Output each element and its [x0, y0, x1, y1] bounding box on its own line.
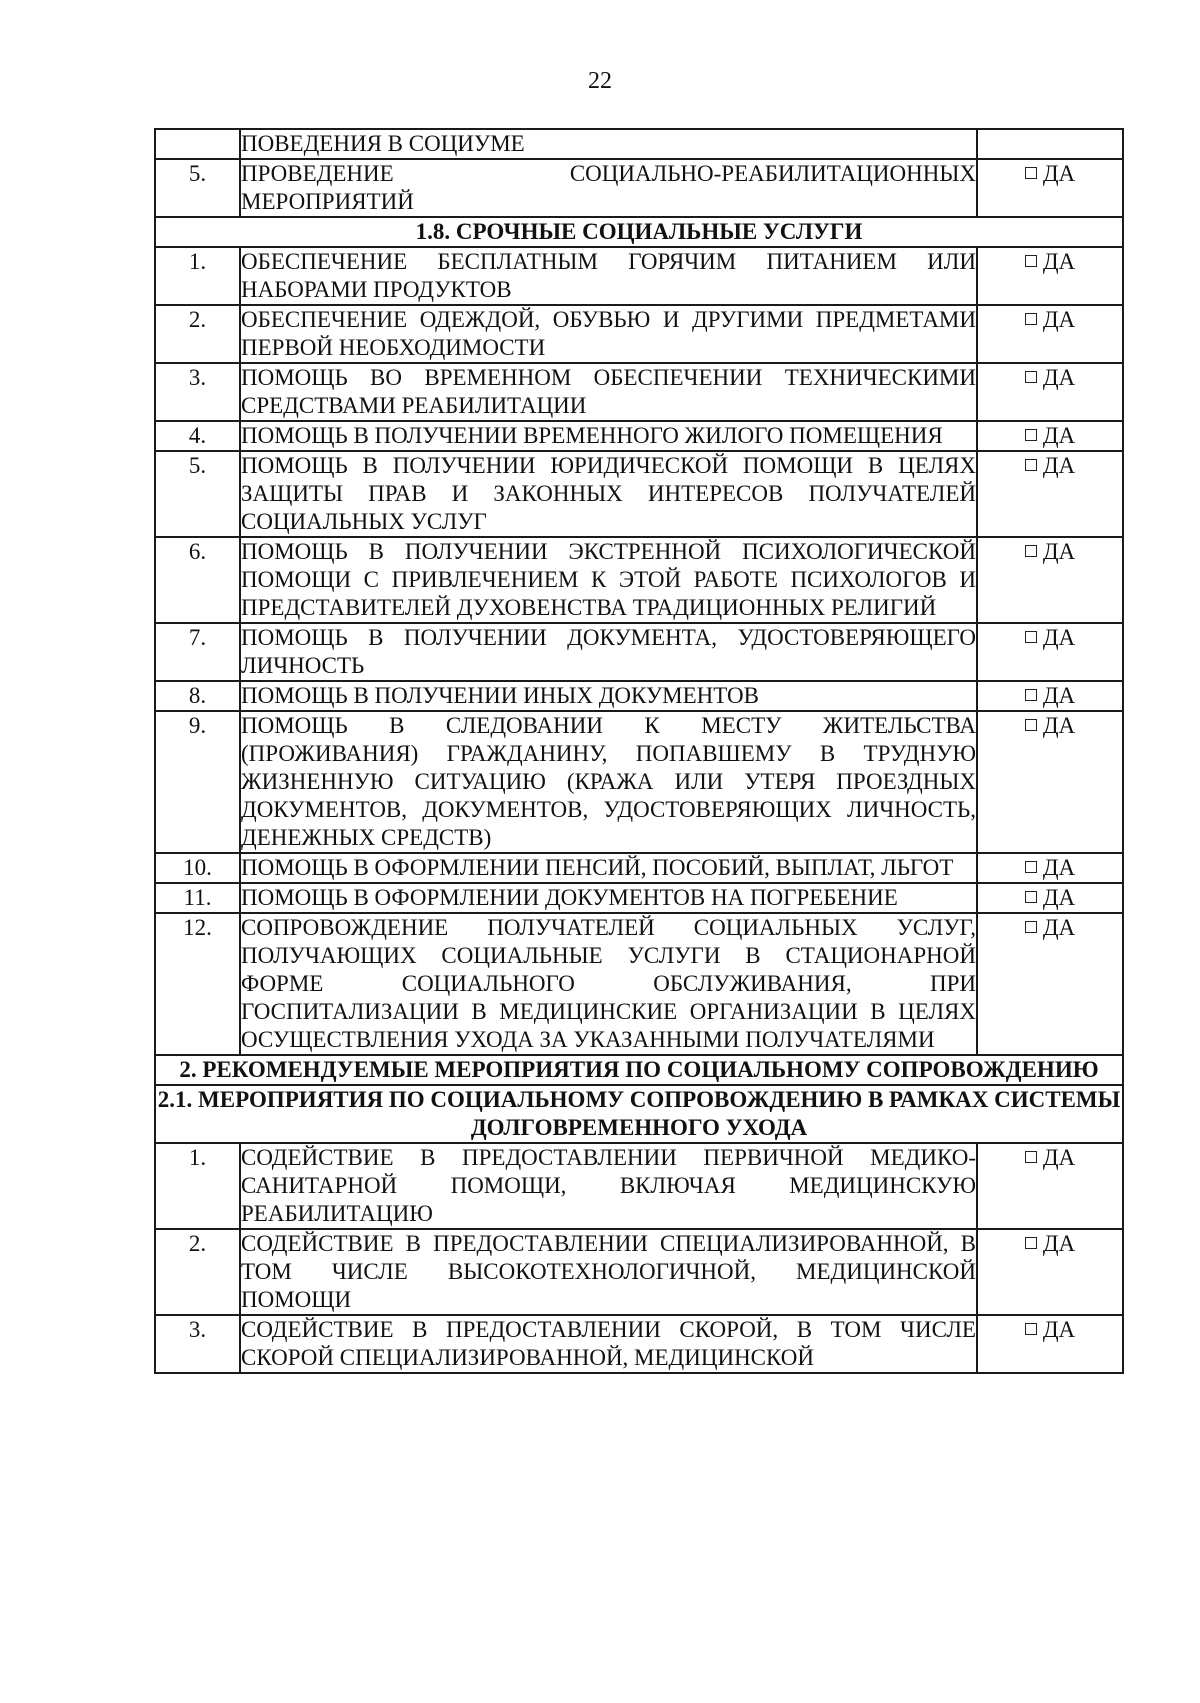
- checkbox-label: ДА: [1042, 855, 1076, 880]
- section-header-row: [155, 1055, 1123, 1085]
- checkbox-icon[interactable]: [1025, 861, 1037, 873]
- item-number: 6.: [155, 537, 240, 623]
- checkbox-label: ДА: [1042, 423, 1076, 448]
- section-header-row: [155, 1085, 1123, 1143]
- item-text: ПОМОЩЬ В СЛЕДОВАНИИ К МЕСТУ ЖИТЕЛЬСТВА (ПРОЖИВАНИЯ) ГРАЖДАНИНУ, ПОПАВШЕМУ В ТРУДНУЮ ЖИЗНЕННУЮ СИТУАЦИЮ (КРАЖА ИЛИ УТЕРЯ ПРОЕЗДНЫХ ДОКУМЕНТОВ, ДОКУМЕНТОВ, УДОСТОВЕРЯЮЩИХ ЛИЧНОСТЬ, ДЕНЕЖНЫХ СРЕДСТВ): [240, 711, 977, 853]
- checkbox-cell[interactable]: [977, 451, 1123, 537]
- checkbox-icon[interactable]: [1025, 719, 1037, 731]
- section-title: 1.8. СРОЧНЫЕ СОЦИАЛЬНЫЕ УСЛУГИ: [155, 217, 1123, 247]
- checkbox-icon[interactable]: [1025, 167, 1037, 179]
- item-number: 7.: [155, 623, 240, 681]
- table-row: [155, 681, 1123, 711]
- table-row: [155, 247, 1123, 305]
- item-number: 2.: [155, 305, 240, 363]
- item-number: 3.: [155, 363, 240, 421]
- checkbox-label: ДА: [1042, 249, 1076, 274]
- checkbox-label: ДА: [1042, 365, 1076, 390]
- checkbox-label: ДА: [1042, 885, 1076, 910]
- checkbox-label: ДА: [1042, 683, 1076, 708]
- page-number: 22: [588, 68, 612, 94]
- item-text: ПОВЕДЕНИЯ В СОЦИУМЕ: [240, 129, 977, 159]
- table-row: [155, 1315, 1123, 1373]
- item-text: ПОМОЩЬ В ОФОРМЛЕНИИ ПЕНСИЙ, ПОСОБИЙ, ВЫПЛАТ, ЛЬГОТ: [240, 853, 977, 883]
- checkbox-cell[interactable]: [977, 681, 1123, 711]
- item-number: 4.: [155, 421, 240, 451]
- item-text: ПРОВЕДЕНИЕ СОЦИАЛЬНО-РЕАБИЛИТАЦИОННЫХ МЕРОПРИЯТИЙ: [240, 159, 977, 217]
- checkbox-label: ДА: [1042, 453, 1076, 478]
- section-title: 2.1. МЕРОПРИЯТИЯ ПО СОЦИАЛЬНОМУ СОПРОВОЖДЕНИЮ В РАМКАХ СИСТЕМЫ ДОЛГОВРЕМЕННОГО УХОДА: [155, 1085, 1123, 1143]
- item-text: ОБЕСПЕЧЕНИЕ ОДЕЖДОЙ, ОБУВЬЮ И ДРУГИМИ ПРЕДМЕТАМИ ПЕРВОЙ НЕОБХОДИМОСТИ: [240, 305, 977, 363]
- table-row: [155, 623, 1123, 681]
- table-row: [155, 1229, 1123, 1315]
- checkbox-icon[interactable]: [1025, 1151, 1037, 1163]
- item-text: ПОМОЩЬ В ПОЛУЧЕНИИ ЮРИДИЧЕСКОЙ ПОМОЩИ В ЦЕЛЯХ ЗАЩИТЫ ПРАВ И ЗАКОННЫХ ИНТЕРЕСОВ ПОЛУЧАТЕЛЕЙ СОЦИАЛЬНЫХ УСЛУГ: [240, 451, 977, 537]
- item-text: СОДЕЙСТВИЕ В ПРЕДОСТАВЛЕНИИ СКОРОЙ, В ТОМ ЧИСЛЕ СКОРОЙ СПЕЦИАЛИЗИРОВАННОЙ, МЕДИЦИНСКОЙ: [240, 1315, 977, 1373]
- item-text: ПОМОЩЬ ВО ВРЕМЕННОМ ОБЕСПЕЧЕНИИ ТЕХНИЧЕСКИМИ СРЕДСТВАМИ РЕАБИЛИТАЦИИ: [240, 363, 977, 421]
- checkbox-icon[interactable]: [1025, 429, 1037, 441]
- item-text: СОДЕЙСТВИЕ В ПРЕДОСТАВЛЕНИИ ПЕРВИЧНОЙ МЕДИКО-САНИТАРНОЙ ПОМОЩИ, ВКЛЮЧАЯ МЕДИЦИНСКУЮ РЕАБИЛИТАЦИЮ: [240, 1143, 977, 1229]
- table-row: [155, 913, 1123, 1055]
- checkbox-icon[interactable]: [1025, 689, 1037, 701]
- checkbox-cell[interactable]: [977, 623, 1123, 681]
- checkbox-cell[interactable]: [977, 363, 1123, 421]
- item-number: 8.: [155, 681, 240, 711]
- checkbox-label: ДА: [1042, 1231, 1076, 1256]
- checkbox-icon[interactable]: [1025, 921, 1037, 933]
- table-row: [155, 853, 1123, 883]
- table-row: [155, 537, 1123, 623]
- checkbox-label: ДА: [1042, 539, 1076, 564]
- table-row: [155, 421, 1123, 451]
- checkbox-icon[interactable]: [1025, 545, 1037, 557]
- table-row: [155, 129, 1123, 159]
- item-number: 3.: [155, 1315, 240, 1373]
- item-text: СОДЕЙСТВИЕ В ПРЕДОСТАВЛЕНИИ СПЕЦИАЛИЗИРОВАННОЙ, В ТОМ ЧИСЛЕ ВЫСОКОТЕХНОЛОГИЧНОЙ, МЕДИЦИНСКОЙ ПОМОЩИ: [240, 1229, 977, 1315]
- item-number: 5.: [155, 451, 240, 537]
- checkbox-label: ДА: [1042, 915, 1076, 940]
- section-title: 2. РЕКОМЕНДУЕМЫЕ МЕРОПРИЯТИЯ ПО СОЦИАЛЬНОМУ СОПРОВОЖДЕНИЮ: [155, 1055, 1123, 1085]
- checkbox-icon[interactable]: [1025, 631, 1037, 643]
- checkbox-icon[interactable]: [1025, 371, 1037, 383]
- checkbox-cell[interactable]: [977, 711, 1123, 853]
- checkbox-label: ДА: [1042, 625, 1076, 650]
- item-text: СОПРОВОЖДЕНИЕ ПОЛУЧАТЕЛЕЙ СОЦИАЛЬНЫХ УСЛУГ, ПОЛУЧАЮЩИХ СОЦИАЛЬНЫЕ УСЛУГИ В СТАЦИОНАРНОЙ ФОРМЕ СОЦИАЛЬНОГО ОБСЛУЖИВАНИЯ, ПРИ ГОСПИТАЛИЗАЦИИ В МЕДИЦИНСКИЕ ОРГАНИЗАЦИИ В ЦЕЛЯХ ОСУЩЕСТВЛЕНИЯ УХОДА ЗА УКАЗАННЫМИ ПОЛУЧАТЕЛЯМИ: [240, 913, 977, 1055]
- table-row: [155, 711, 1123, 853]
- item-text: ПОМОЩЬ В ПОЛУЧЕНИИ ЭКСТРЕННОЙ ПСИХОЛОГИЧЕСКОЙ ПОМОЩИ С ПРИВЛЕЧЕНИЕМ К ЭТОЙ РАБОТЕ ПСИХОЛОГОВ И ПРЕДСТАВИТЕЛЕЙ ДУХОВЕНСТВА ТРАДИЦИОННЫХ РЕЛИГИЙ: [240, 537, 977, 623]
- checkbox-cell: [977, 129, 1123, 159]
- item-number: 1.: [155, 1143, 240, 1229]
- item-number: 5.: [155, 159, 240, 217]
- item-number: 10.: [155, 853, 240, 883]
- table-row: [155, 159, 1123, 217]
- checkbox-cell[interactable]: [977, 1143, 1123, 1229]
- table-row: [155, 363, 1123, 421]
- item-number: [155, 129, 240, 159]
- checkbox-icon[interactable]: [1025, 1323, 1037, 1335]
- checkbox-cell[interactable]: [977, 305, 1123, 363]
- services-table: [154, 128, 1124, 1374]
- checkbox-cell[interactable]: [977, 1229, 1123, 1315]
- checkbox-label: ДА: [1042, 1317, 1076, 1342]
- item-number: 11.: [155, 883, 240, 913]
- checkbox-label: ДА: [1042, 161, 1076, 186]
- item-number: 9.: [155, 711, 240, 853]
- table-row: [155, 883, 1123, 913]
- checkbox-icon[interactable]: [1025, 313, 1037, 325]
- checkbox-cell[interactable]: [977, 159, 1123, 217]
- checkbox-icon[interactable]: [1025, 459, 1037, 471]
- item-text: ПОМОЩЬ В ПОЛУЧЕНИИ ДОКУМЕНТА, УДОСТОВЕРЯЮЩЕГО ЛИЧНОСТЬ: [240, 623, 977, 681]
- item-text: ПОМОЩЬ В ПОЛУЧЕНИИ ИНЫХ ДОКУМЕНТОВ: [240, 681, 977, 711]
- checkbox-cell[interactable]: [977, 853, 1123, 883]
- item-text: ПОМОЩЬ В ОФОРМЛЕНИИ ДОКУМЕНТОВ НА ПОГРЕБЕНИЕ: [240, 883, 977, 913]
- checkbox-label: ДА: [1042, 307, 1076, 332]
- item-number: 2.: [155, 1229, 240, 1315]
- item-text: ОБЕСПЕЧЕНИЕ БЕСПЛАТНЫМ ГОРЯЧИМ ПИТАНИЕМ ИЛИ НАБОРАМИ ПРОДУКТОВ: [240, 247, 977, 305]
- item-text: ПОМОЩЬ В ПОЛУЧЕНИИ ВРЕМЕННОГО ЖИЛОГО ПОМЕЩЕНИЯ: [240, 421, 977, 451]
- checkbox-cell[interactable]: [977, 883, 1123, 913]
- checkbox-cell[interactable]: [977, 913, 1123, 1055]
- checkbox-icon[interactable]: [1025, 255, 1037, 267]
- checkbox-icon[interactable]: [1025, 1237, 1037, 1249]
- table-row: [155, 1143, 1123, 1229]
- table-row: [155, 451, 1123, 537]
- item-number: 1.: [155, 247, 240, 305]
- section-header-row: [155, 217, 1123, 247]
- checkbox-label: ДА: [1042, 1145, 1076, 1170]
- checkbox-cell[interactable]: [977, 1315, 1123, 1373]
- checkbox-cell[interactable]: [977, 421, 1123, 451]
- checkbox-label: ДА: [1042, 713, 1076, 738]
- item-number: 12.: [155, 913, 240, 1055]
- checkbox-icon[interactable]: [1025, 891, 1037, 903]
- checkbox-cell[interactable]: [977, 537, 1123, 623]
- table-row: [155, 305, 1123, 363]
- checkbox-cell[interactable]: [977, 247, 1123, 305]
